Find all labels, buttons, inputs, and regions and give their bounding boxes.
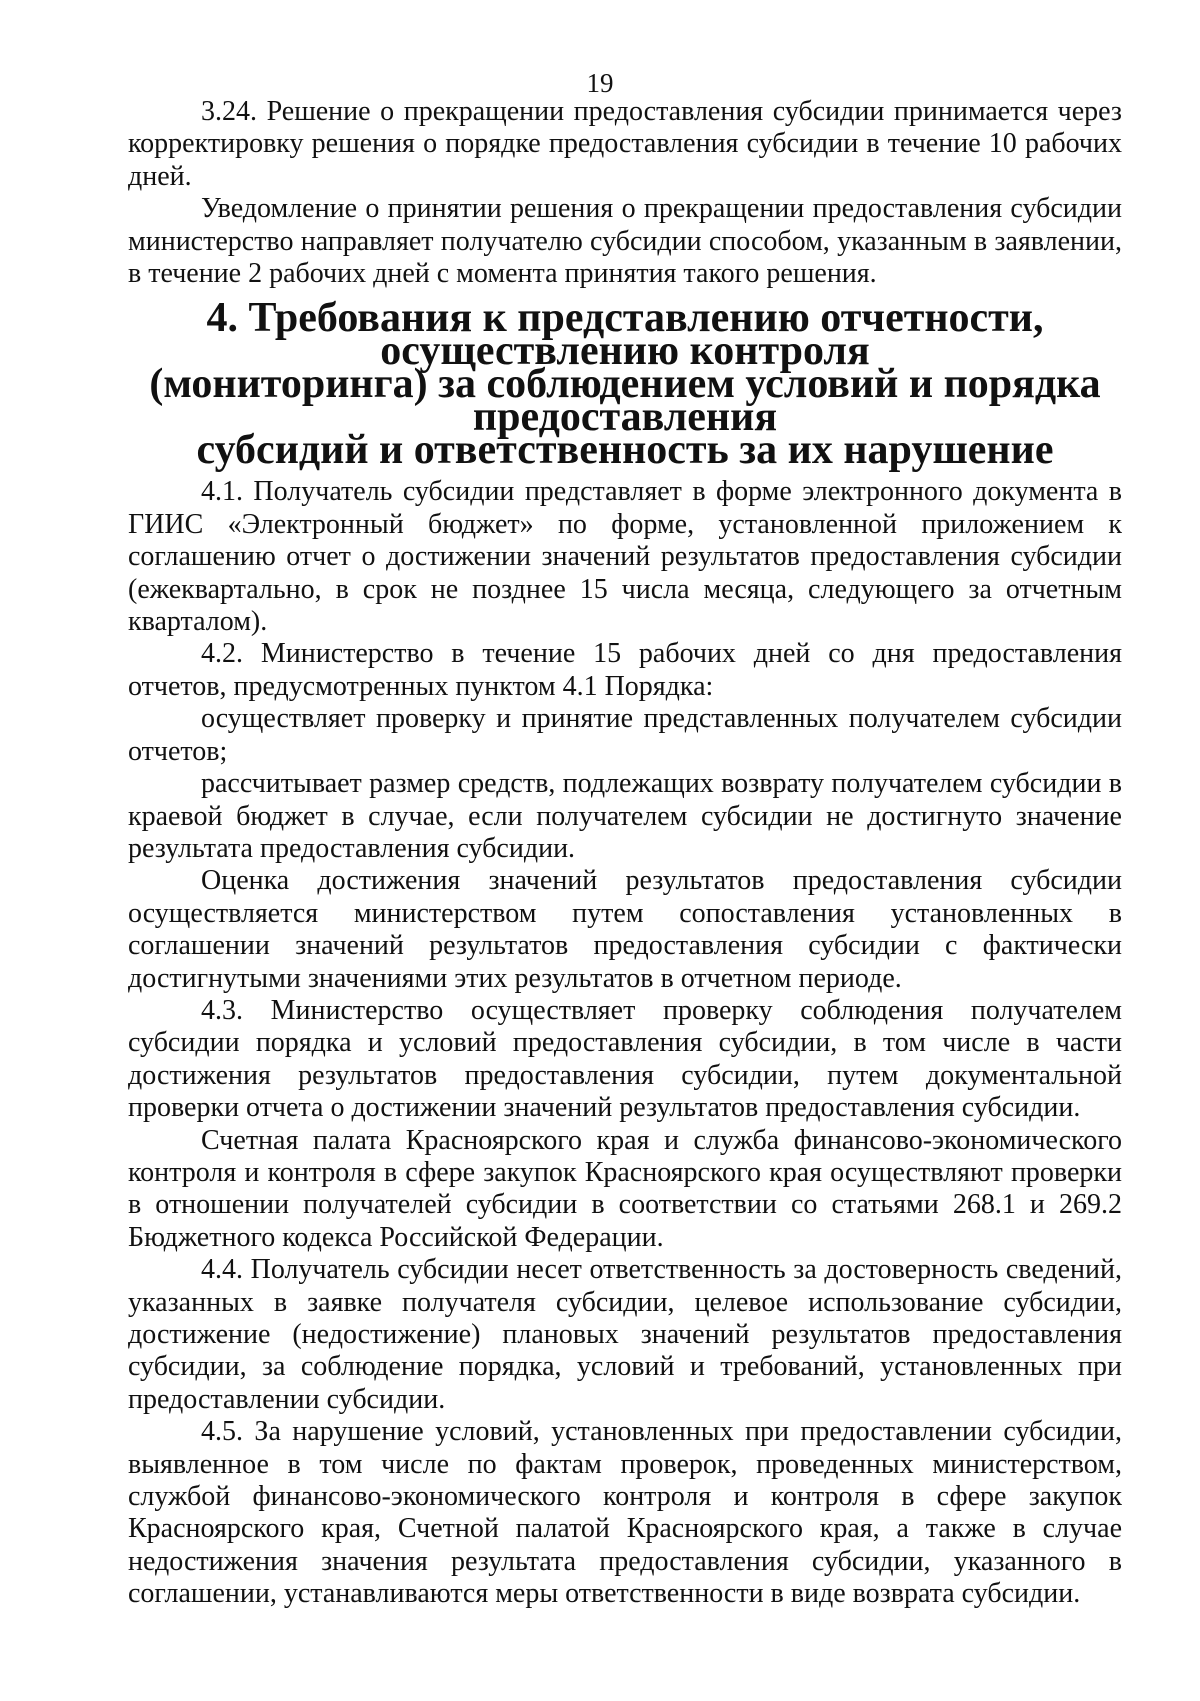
paragraph-4-4: 4.4. Получатель субсидии несет ответственность за достоверность сведений, указанных в заявке получателя субсидии, целевое использование субсидии, достижение (недостижение) плановых значений результатов предоставления субсидии, за соблюдение порядка, условий и требований, установленных при предоставлении субсидии. (128, 1254, 1122, 1415)
document-body (128, 96, 1122, 1611)
section-title-line-3: субсидий и ответственность за их нарушение (196, 427, 1054, 474)
paragraph-4-5: 4.5. За нарушение условий, установленных при предоставлении субсидии, выявленное в том числе по фактам проверок, проведенных министерством, службой финансово-экономического контроля и контроля в сфере закупок Красноярского края, Счетной палатой Красноярского края, а также в случае недостижения значения результата предоставления субсидии, указанного в соглашении, устанавливаются меры ответственности в виде возврата субсидии. (128, 1416, 1122, 1610)
paragraph-4-3: 4.3. Министерство осуществляет проверку соблюдения получателем субсидии порядка и условий предоставления субсидии, в том числе в части достижения результатов предоставления субсидии, путем документальной проверки отчета о достижении значений результатов предоставления субсидии. (128, 994, 1122, 1124)
section-title-line-2: (мониторинга) за соблюдением условий и порядка предоставления (149, 361, 1101, 441)
section-4-title (128, 290, 1122, 476)
paragraph-audit-chamber: Счетная палата Красноярского края и служба финансово-экономического контроля и контроля в сфере закупок Красноярского края осуществляют проверки в отношении получателей субсидии в соответствии со статьями 268.1 и 269.2 Бюджетного кодекса Российской Федерации. (128, 1124, 1122, 1253)
paragraph-notification: Уведомление о принятии решения о прекращении предоставления субсидии министерство направляет получателю субсидии способом, указанным в заявлении, в течение 2 рабочих дней с момента принятия такого решения. (128, 193, 1122, 290)
paragraph-4-2-calculate: рассчитывает размер средств, подлежащих возврату получателем субсидии в краевой бюджет в случае, если получателем субсидии не достигнуто значение результата предоставления субсидии. (128, 768, 1122, 864)
paragraph-3-24: 3.24. Решение о прекращении предоставления субсидии принимается через корректировку решения о порядке предоставления субсидии в течение 10 рабочих дней. (128, 96, 1122, 192)
paragraph-assessment: Оценка достижения значений результатов предоставления субсидии осуществляется министерством путем сопоставления установленных в соглашении значений результатов предоставления субсидии с фактически достигнутыми значениями этих результатов в отчетном периоде. (128, 865, 1122, 994)
section-title-line-1: 4. Требования к представлению отчетности, осуществлению контроля (206, 295, 1044, 375)
paragraph-4-2-check: осуществляет проверку и принятие представленных получателем субсидии отчетов; (128, 703, 1122, 767)
page-number: 19 (586, 68, 614, 98)
paragraph-4-1: 4.1. Получатель субсидии представляет в форме электронного документа в ГИИС «Электронный бюджет» по форме, установленной приложением к соглашению отчет о достижении значений результатов предоставления субсидии (ежеквартально, в срок не позднее 15 числа месяца, следующего за отчетным кварталом). (128, 476, 1122, 638)
paragraph-4-2: 4.2. Министерство в течение 15 рабочих дней со дня предоставления отчетов, предусмотренных пунктом 4.1 Порядка: (128, 638, 1122, 702)
